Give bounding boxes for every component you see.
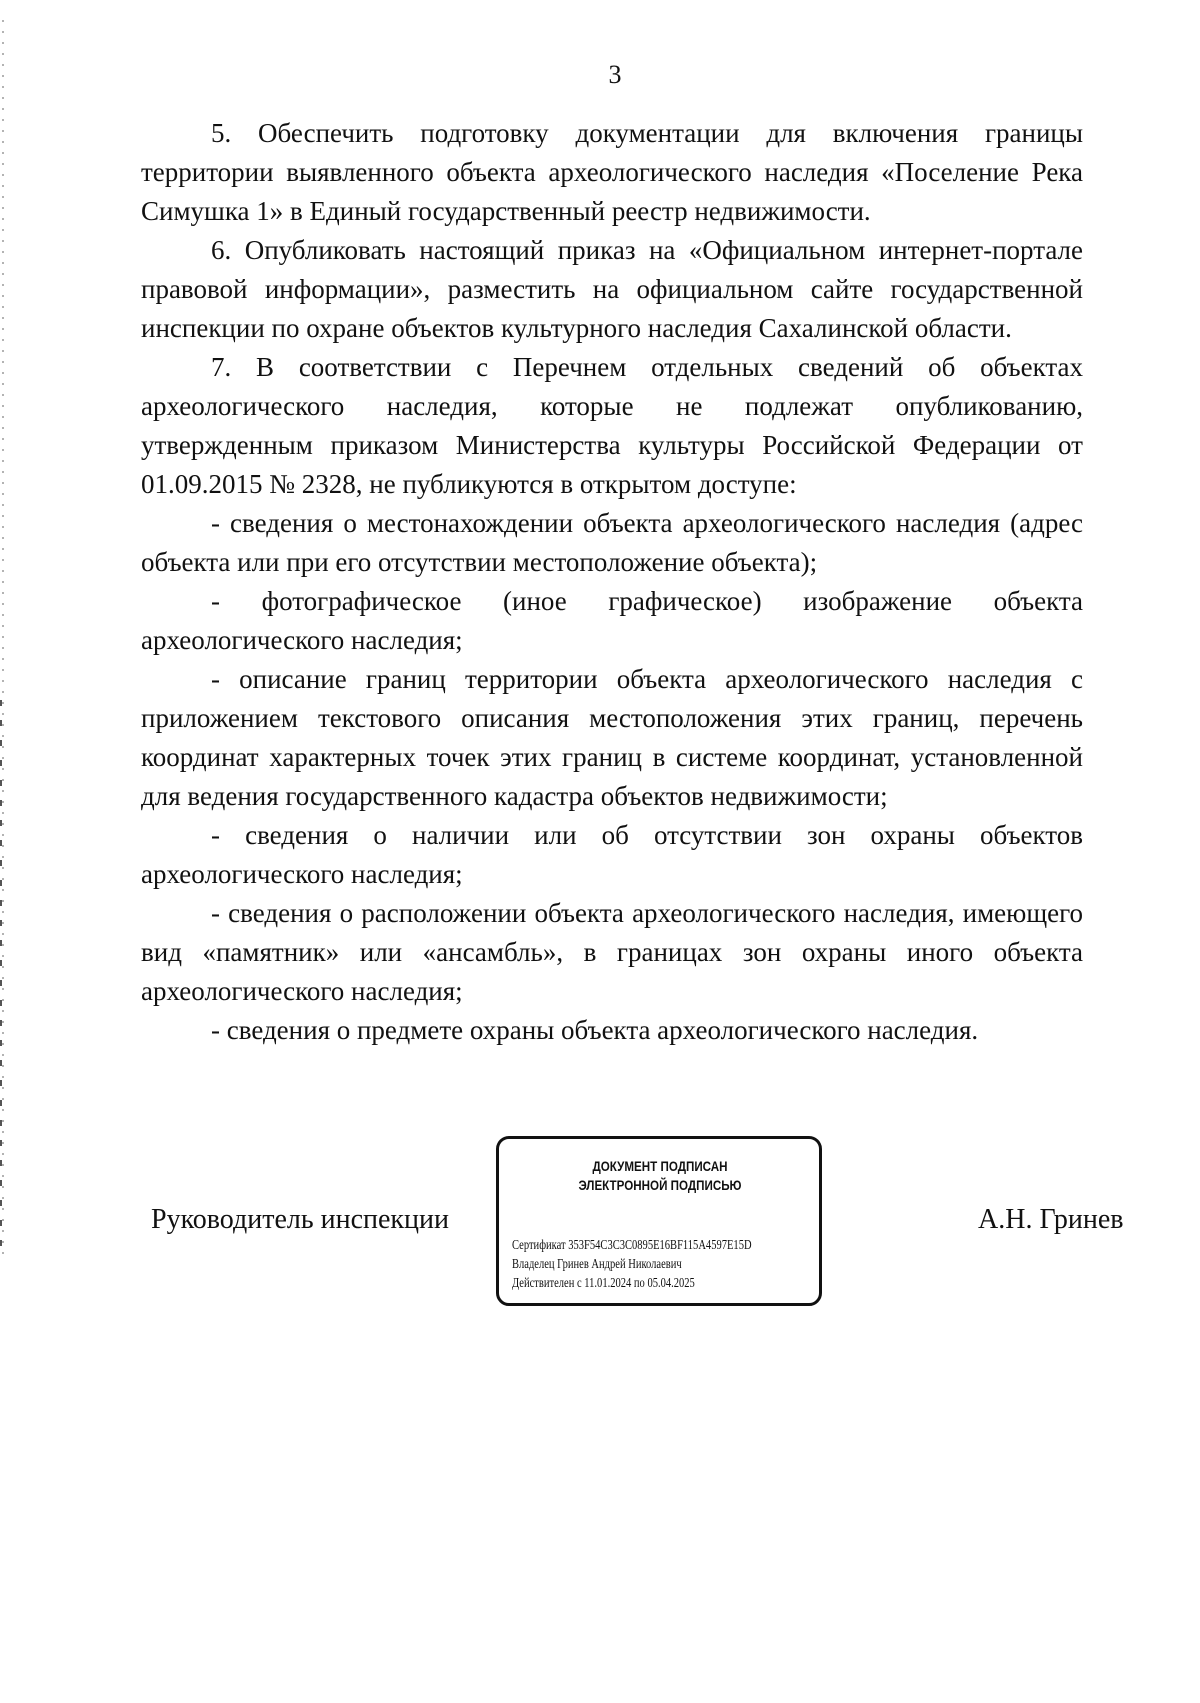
signer-name: А.Н. Гринев bbox=[978, 1204, 1124, 1235]
list-item-monument-location: - сведения о расположении объекта археологического наследия, имеющего вид «памятник» или «ансамбль», в границах зон охраны иного объекта археологического наследия; bbox=[141, 898, 1083, 1006]
stamp-heading-line-2: ЭЛЕКТРОННОЙ ПОДПИСЬЮ bbox=[578, 1178, 742, 1193]
paragraph-item-6: 6. Опубликовать настоящий приказ на «Официальном интернет-портале правовой информации», разместить на официальном сайте государственной инспекции по охране объектов культурного наследия Сахалинской области. bbox=[141, 235, 1083, 343]
list-item-protection-zones: - сведения о наличии или об отсутствии зон охраны объектов археологического наследия; bbox=[141, 820, 1083, 889]
list-item-protection-subject: - сведения о предмете охраны объекта археологического наследия. bbox=[211, 1015, 979, 1045]
stamp-details bbox=[512, 1235, 762, 1292]
list-item-boundaries: - описание границ территории объекта археологического наследия с приложением текстового описания местоположения этих границ, перечень координат характерных точек этих границ в системе координат, установленной для ведения государственного кадастра объектов недвижимости; bbox=[141, 664, 1083, 811]
electronic-signature-stamp bbox=[496, 1136, 822, 1306]
stamp-heading bbox=[532, 1157, 788, 1195]
list-item-location: - сведения о местонахождении объекта археологического наследия (адрес объекта или при его отсутствии местоположение объекта); bbox=[141, 508, 1083, 577]
stamp-heading-line-1: ДОКУМЕНТ ПОДПИСАН bbox=[592, 1159, 728, 1174]
page-number: 3 bbox=[608, 60, 622, 89]
paragraph-item-7: 7. В соответствии с Перечнем отдельных сведений об объектах археологического наследия, которые не подлежат опубликованию, утвержденным приказом Министерства культуры Российской Федерации от 01.09.2015 № 2328, не публикуются в открытом доступе: bbox=[141, 352, 1083, 499]
scan-margin-marks bbox=[0, 0, 20, 1703]
paragraph-item-5: 5. Обеспечить подготовку документации для включения границы территории выявленного объекта археологического наследия «Поселение Река Симушка 1» в Единый государственный реестр недвижимости. bbox=[141, 118, 1083, 226]
stamp-validity: Действителен с 11.01.2024 по 05.04.2025 bbox=[512, 1275, 695, 1290]
document-body bbox=[141, 114, 1083, 1050]
list-item-photo: - фотографическое (иное графическое) изображение объекта археологического наследия; bbox=[141, 586, 1083, 655]
stamp-owner: Владелец Гринев Андрей Николаевич bbox=[512, 1256, 682, 1271]
signature-block bbox=[0, 1136, 1200, 1306]
signer-position: Руководитель инспекции bbox=[151, 1204, 449, 1235]
stamp-certificate: Сертификат 353F54C3C3C0895E16BF115A4597E15D bbox=[512, 1237, 752, 1252]
